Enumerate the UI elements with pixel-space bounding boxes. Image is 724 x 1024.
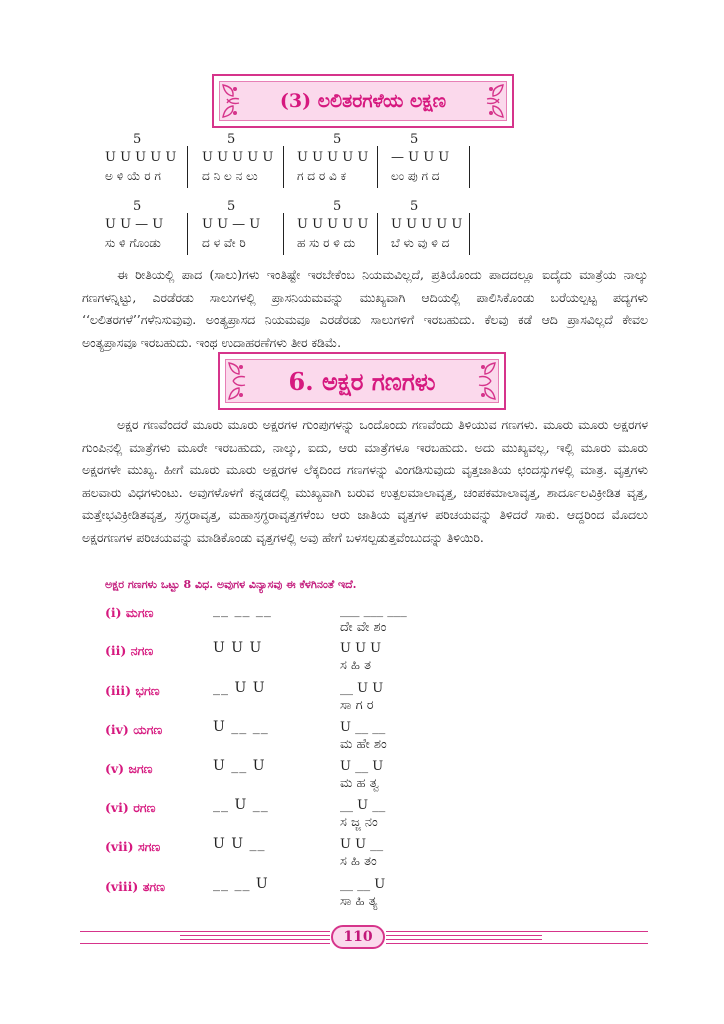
- gana-marks: U U U: [340, 641, 382, 656]
- pattern: U U — U: [202, 217, 261, 232]
- syllables: ಬೆ ಳು ವು ಳಿ ದ: [391, 236, 450, 250]
- syllables: ಸು ಳಿ ಗೊಂಡು: [105, 236, 161, 250]
- chapter-heading: 6. ಅಕ್ಷರ ಗಣಗಳು: [288, 366, 436, 396]
- gana-pattern: U __ U: [213, 758, 266, 774]
- footer-rule: [386, 931, 648, 932]
- gana-example: [340, 719, 387, 753]
- footer-rule: [180, 935, 330, 936]
- paragraph-akshara-gana: ಅಕ್ಷರ ಗಣವೆಂದರೆ ಮೂರು ಮೂರು ಅಕ್ಷರಗಳ ಗುಂಪುಗಳನ್ನು ಒಂದೊಂದು ಗಣವೆಂದು ತಿಳಿಯುವ ಗಣಗಳು. ಮೂರು ಮೂರು ಅಕ್ಷರಗಳ ಗುಂಪಿನಲ್ಲಿ ಮಾತ್ರೆಗಳು ಮೂರೇ ಇರಬಹುದು, ನಾಲ್ಕು, ಐದು, ಆರು ಮಾತ್ರೆಗಳೂ ಇರಬಹುದು. ಅದು ಮುಖ್ಯವಲ್ಲ, ಇಲ್ಲಿ ಮೂರು ಮೂರು ಅಕ್ಷರಗಳೇ ಮುಖ್ಯ. ಹೀಗೆ ಮೂರು ಮೂರು ಅಕ್ಷರಗಳ ಲೆಕ್ಕದಿಂದ ಗಣಗಳನ್ನು ವಿಂಗಡಿಸುವುದು ವೃತ್ತಜಾತಿಯ ಛಂದಸ್ಸುಗಳಲ್ಲಿ ಮಾತ್ರ. ವೃತ್ತಗಳು ಹಲವಾರು ವಿಧಗಳುಂಟು. ಅವುಗಳೊಳಗೆ ಕನ್ನಡದಲ್ಲಿ ಮುಖ್ಯವಾಗಿ ಬರುವ ಉತ್ಪಲಮಾಲಾವೃತ್ತ, ಚಂಪಕಮಾಲಾವೃತ್ತ, ಶಾರ್ದೂಲವಿಕ್ರೀಡಿತ ವೃತ್ತ, ಮತ್ತೇಭವಿಕ್ರೀಡಿತವೃತ್ತ, ಸ್ರಗ್ಧರಾವೃತ್ತ, ಮಹಾಸ್ರಗ್ಧರಾವೃತ್ತಗಳೆಂಬ ಆರು ಜಾತಿಯ ವೃತ್ತಗಳ ಪರಿಚಯವನ್ನು ತಿಳಿದರೆ ಸಾಕು. ಆದ್ದರಿಂದ ಮೊದಲು ಅಕ್ಷರಗಣಗಳ ಪರಿಚಯವನ್ನು ಮಾಡಿಕೊಂಡು ವೃತ್ತಗಳಲ್ಲಿ ಅವು ಹೇಗೆ ಬಳಸಲ್ಪಡುತ್ತವೆಂಬುದನ್ನು ತಿಳಿಯಿರಿ.: [82, 417, 648, 545]
- gana-pattern: U U U: [213, 640, 263, 656]
- matra-count: 5: [333, 199, 342, 214]
- divider: [283, 146, 284, 188]
- gana-marks: U __ U: [340, 759, 384, 774]
- gana-example: [340, 680, 383, 714]
- gana-pattern: __ U __: [213, 797, 269, 813]
- gana-example: [340, 758, 383, 792]
- gana-marks: U U __: [340, 837, 384, 852]
- gana-example: [340, 640, 381, 674]
- pattern: U U U U U: [202, 150, 274, 165]
- gana-pattern: __ __ __: [213, 602, 272, 618]
- matra-count: 5: [410, 132, 419, 147]
- paragraph-lalita-ragale: ಈ ರೀತಿಯಲ್ಲಿ ಪಾದ (ಸಾಲು)ಗಳು ಇಂತಿಷ್ಟೇ ಇರಬೇಕೆಂಬ ನಿಯಮವಿಲ್ಲದೆ, ಪ್ರತಿಯೊಂದು ಪಾದದಲ್ಲೂ ಐದೈದು ಮಾತ್ರೆಯ ನಾಲ್ಕು ಗಣಗಳನ್ನಿಟ್ಟು, ಎರಡೆರಡು ಸಾಲುಗಳಲ್ಲಿ ಪ್ರಾಸನಿಯಮವನ್ನು ಮುಖ್ಯವಾಗಿ ಆದಿಯಲ್ಲಿ ಪಾಲಿಸಿಕೊಂಡು ಬರೆಯಲ್ಪಟ್ಟ ಪದ್ಯಗಳು ‘‘ಲಲಿತರಗಳೆ’’ಗಳೆನಿಸುವುವು. ಅಂತ್ಯಪ್ರಾಸದ ನಿಯಮವೂ ಎರಡೆರಡು ಸಾಲುಗಳಿಗೆ ಇರಬಹುದು. ಕೆಲವು ಕಡೆ ಆದಿ ಪ್ರಾಸವಿಲ್ಲದೆ ಕೇವಲ ಅಂತ್ಯಪ್ರಾಸವೂ ಇರಬಹುದು. ಇಂಥ ಉದಾಹರಣೆಗಳು ತೀರ ಕಡಿಮೆ.: [82, 267, 648, 350]
- gana-item: [105, 719, 525, 759]
- footer-rule: [80, 931, 330, 932]
- gana-label: (v) ಜಗಣ: [105, 761, 153, 776]
- section-heading-box: [212, 74, 514, 128]
- gana-word: ಸ ಹಿ ತಂ: [340, 854, 377, 869]
- pattern: U U U U U: [297, 150, 369, 165]
- scansion-block-2: [105, 199, 485, 259]
- divider: [187, 213, 188, 255]
- divider: [469, 146, 470, 188]
- pattern: — U U U: [391, 150, 450, 165]
- syllables: ದ ಳ ವೇ ರಿ: [202, 236, 246, 250]
- gana-marks: __ __ U: [340, 877, 386, 892]
- syllables: ಗ ದ ರ ವಿ ಕ: [297, 169, 346, 183]
- gana-note: ಅಕ್ಷರ ಗಣಗಳು ಒಟ್ಟು 8 ವಿಧ. ಅವುಗಳ ವಿನ್ಯಾಸವು ಈ ಕೆಳಗಿನಂತೆ ಇದೆ.: [105, 578, 357, 591]
- pattern: U U — U: [105, 217, 164, 232]
- page-number: 110: [331, 925, 385, 949]
- gana-label: (vii) ಸಗಣ: [105, 839, 161, 854]
- footer-rule: [386, 935, 542, 936]
- divider: [469, 213, 470, 255]
- gana-example: [340, 602, 407, 636]
- pattern: U U U U U: [391, 217, 463, 232]
- corner-ornament-icon: [221, 93, 247, 119]
- gana-label: (iv) ಯಗಣ: [105, 722, 163, 737]
- divider: [377, 213, 378, 255]
- gana-item: [105, 758, 525, 798]
- gana-pattern: U __ __: [213, 719, 269, 735]
- syllables: ಅ ಳಿ ಯೆ ರ ಗ: [105, 169, 161, 183]
- section-heading: (3) ಲಲಿತರಗಳೆಯ ಲಕ್ಷಣ: [279, 90, 447, 112]
- gana-item: [105, 836, 525, 876]
- gana-example: [340, 797, 385, 831]
- gana-label: (vi) ರಗಣ: [105, 800, 156, 815]
- matra-count: 5: [133, 132, 142, 147]
- gana-pattern: U U __: [213, 836, 266, 852]
- matra-count: 5: [227, 199, 236, 214]
- matra-count: 5: [410, 199, 419, 214]
- gana-word: ಸ ಜ್ಜ ನಂ: [340, 815, 378, 830]
- matra-count: 5: [227, 132, 236, 147]
- divider: [187, 146, 188, 188]
- gana-word: ದೇ ವೇ ಶಂ: [340, 620, 387, 635]
- gana-word: ಮ ಹೇ ಶಂ: [340, 737, 387, 752]
- gana-label: (iii) ಭಗಣ: [105, 683, 160, 698]
- gana-word: ಮ ಹ ತ್ವ: [340, 776, 379, 791]
- gana-example: [340, 836, 383, 870]
- gana-marks: ___ ___ ___: [340, 603, 407, 618]
- gana-label: (i) ಮಗಣ: [105, 605, 154, 620]
- syllables: ಹ ಸು ರ ಳಿ ದು: [297, 236, 356, 250]
- gana-item: [105, 640, 525, 680]
- divider: [377, 146, 378, 188]
- gana-word: ಸಾ ಗ ರ: [340, 698, 374, 713]
- corner-ornament-icon: [479, 93, 505, 119]
- corner-ornament-icon: [471, 375, 497, 401]
- gana-item: [105, 797, 525, 837]
- matra-count: 5: [133, 199, 142, 214]
- corner-ornament-icon: [227, 375, 253, 401]
- gana-word: ಸ ಹಿ ತ: [340, 658, 371, 673]
- gana-item: [105, 876, 525, 916]
- gana-item: [105, 602, 525, 642]
- footer-rule: [80, 943, 330, 944]
- gana-example: [340, 876, 385, 910]
- gana-marks: __ U U: [340, 681, 384, 696]
- syllables: ಲಂ ಪು ಗ ದ: [391, 169, 440, 183]
- scansion-block-1: [105, 132, 485, 192]
- syllables: ದ ನಿ ಲ ನ ಲು: [202, 169, 258, 183]
- matra-count: 5: [333, 132, 342, 147]
- gana-word: ಸಾ ಹಿ ತ್ಯ: [340, 894, 378, 909]
- gana-marks: __ U __: [340, 798, 386, 813]
- pattern: U U U U U: [105, 150, 177, 165]
- footer-rule: [386, 939, 542, 940]
- gana-marks: U __ __: [340, 720, 386, 735]
- chapter-heading-box: [218, 352, 506, 410]
- gana-pattern: __ U U: [213, 680, 266, 696]
- gana-pattern: __ __ U: [213, 876, 269, 892]
- footer-rule: [180, 939, 330, 940]
- gana-item: [105, 680, 525, 720]
- pattern: U U U U U: [297, 217, 369, 232]
- gana-label: (ii) ನಗಣ: [105, 643, 154, 658]
- divider: [283, 213, 284, 255]
- footer-rule: [386, 943, 648, 944]
- gana-label: (viii) ತಗಣ: [105, 879, 165, 894]
